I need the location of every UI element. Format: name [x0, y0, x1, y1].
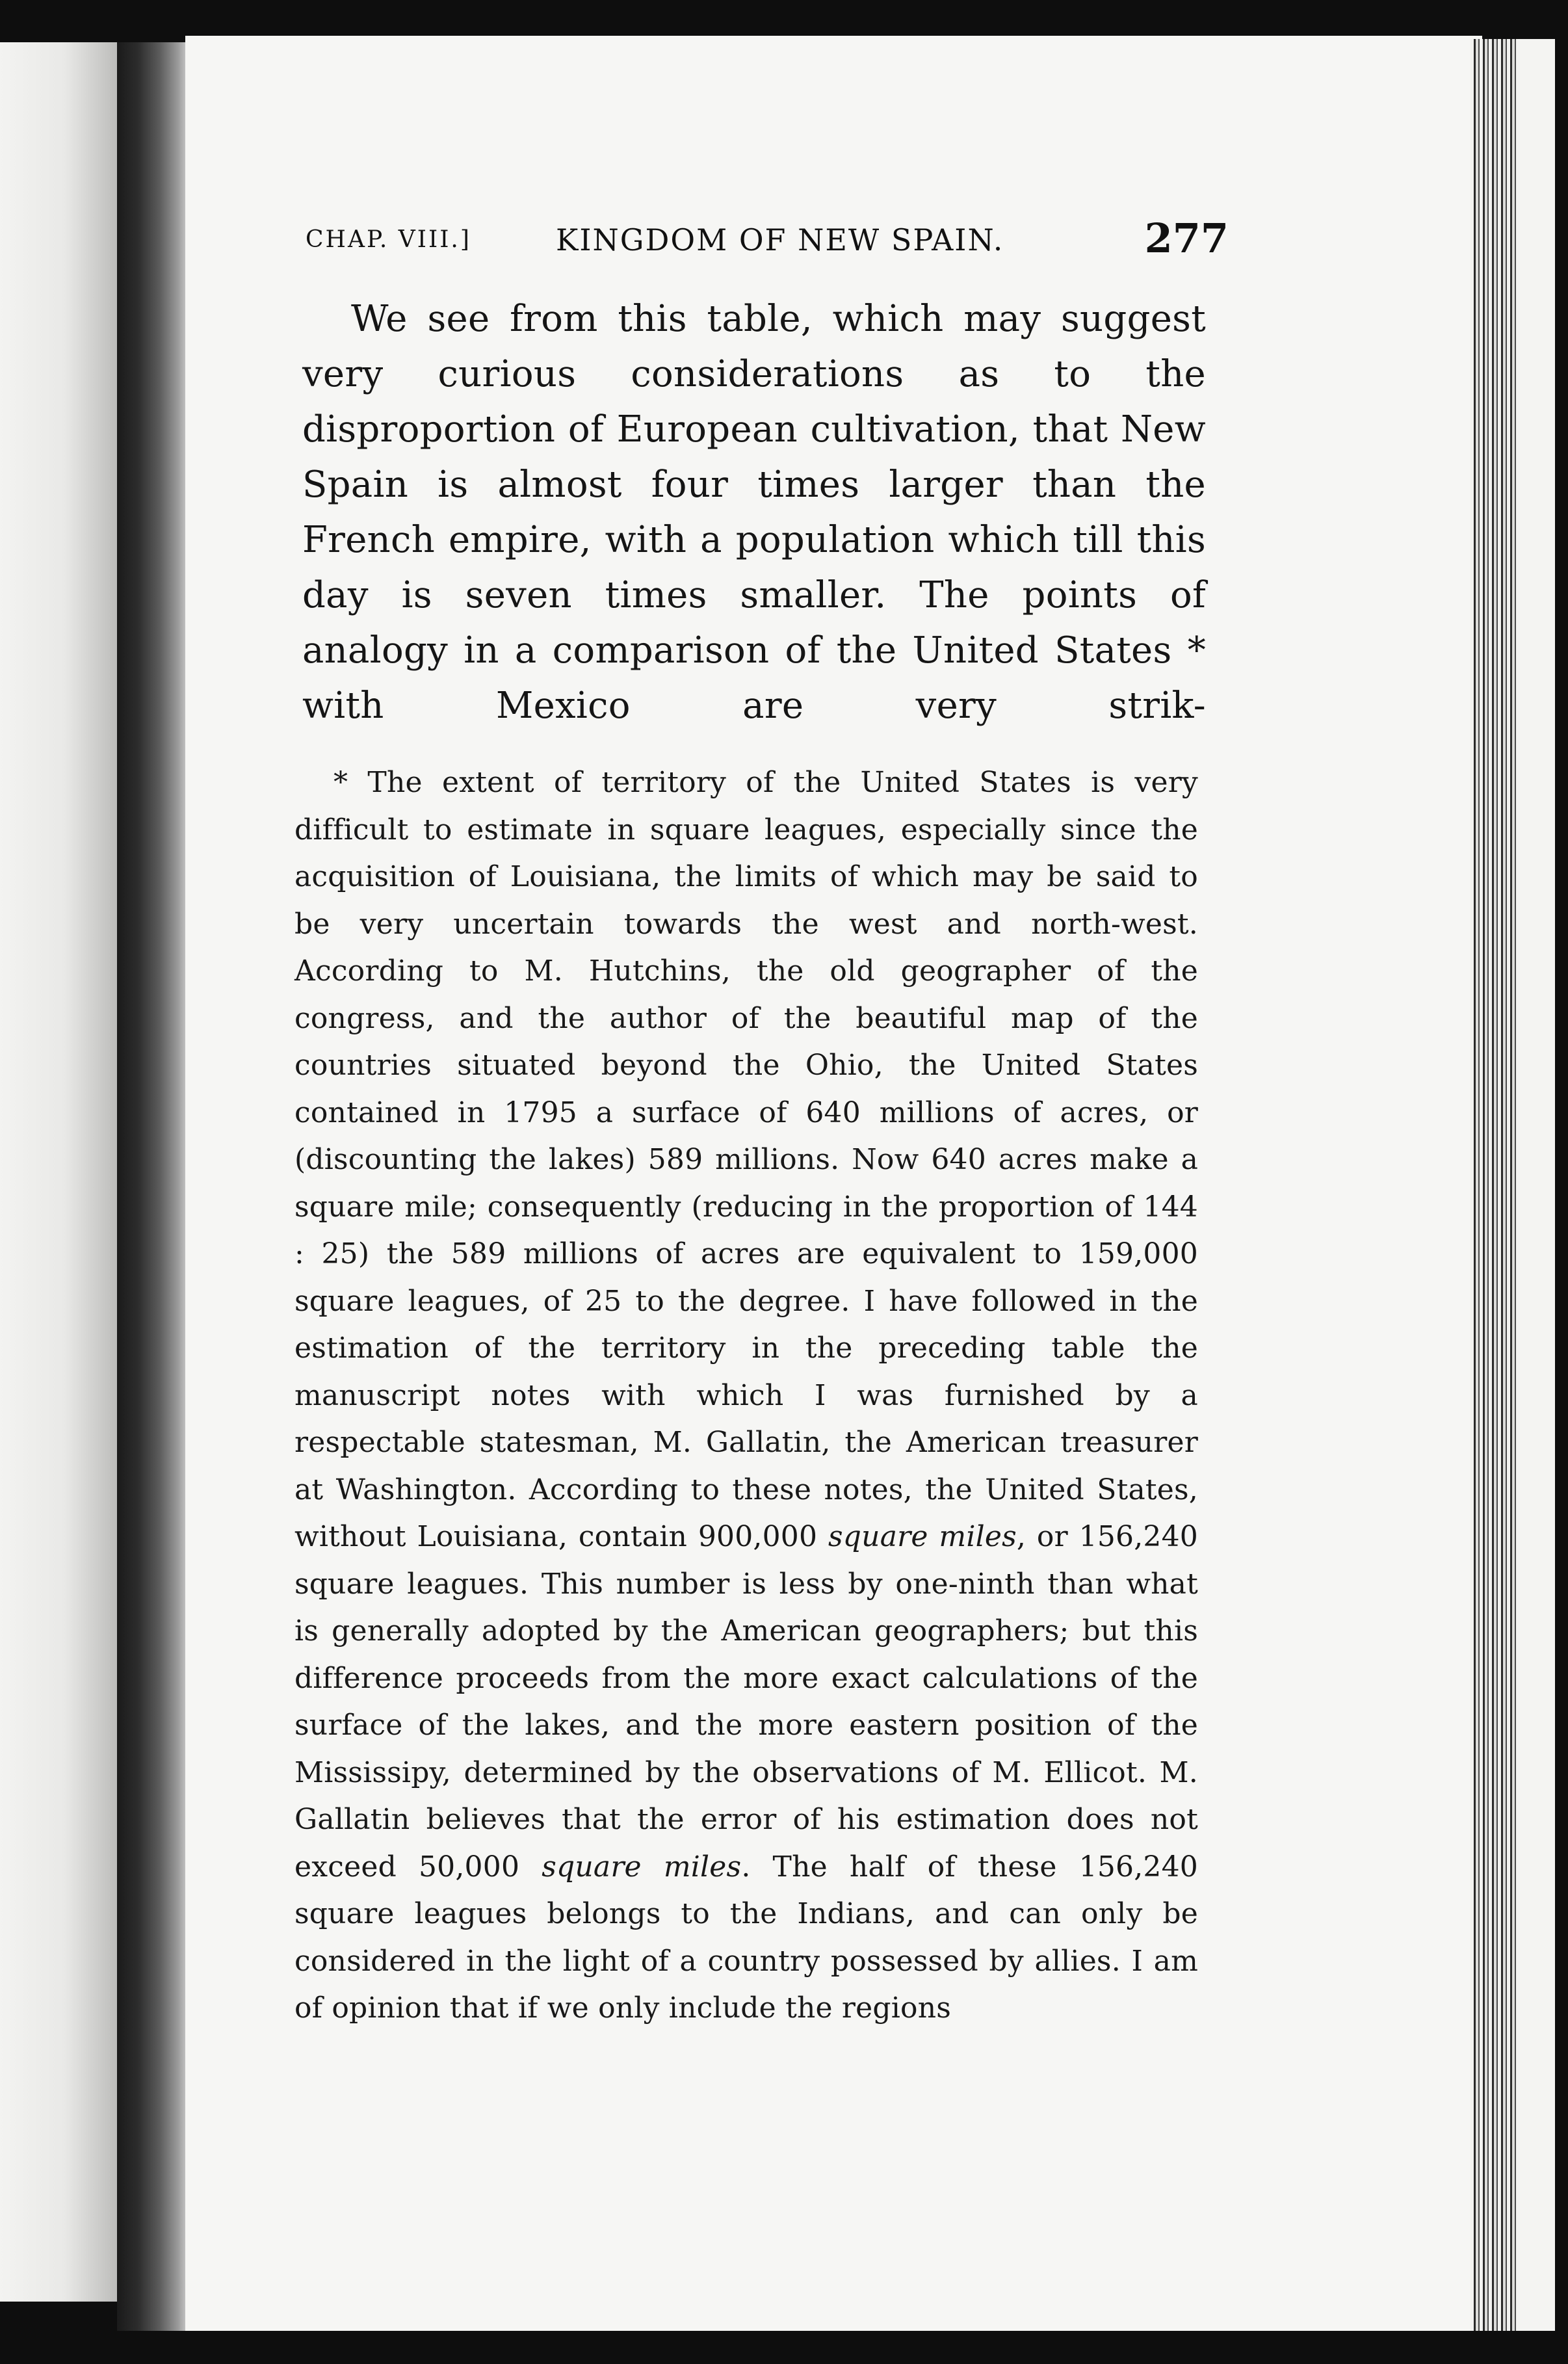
chapter-label: CHAP. VIII.] — [306, 226, 471, 253]
footnote-italic-2: square miles — [542, 1850, 742, 1884]
footnote — [294, 759, 1198, 2032]
footnote-text-3: . The half of these 156,240 square leagues belongs to the Indians, and can only be considered in the light of a country possessed by allies. I am of opinion that if we only include the regions — [294, 1850, 1198, 2025]
body-paragraph: We see from this table, which may suggest very curious considerations as to the disproportion of European cultivation, that New Spain is almost four times larger than the French empire, with a population which till this day is seven times smaller. The points of analogy in a comparison of the United States * with Mexico are very strik- — [302, 298, 1206, 727]
book-gutter-shadow — [117, 42, 189, 2331]
footnote-text-1: * The extent of territory of the United States is very difficult to estimate in square leagues, especially since the acquisition of Louisiana, the limits of which may be said to be very uncertain towards the west and north-west. According to M. Hutchins, the old geographer of the congress, and the author of the beautiful map of the countries situated beyond the Ohio, the United States contained in 1795 a surface of 640 millions of acres, or (discounting the lakes) 589 millions. Now 640 acres make a square mile; consequently (reducing in the proportion of 144 : 25) the 589 millions of acres are equivalent to 159,000 square leagues, of 25 to the degree. I have followed in the estimation of the territory in the preceding table the manuscript notes with which I was furnished by a respectable statesman, M. Gallatin, the American treasurer at Washington. According to these notes, the United States, without Louisiana, contain 900,000 — [294, 766, 1198, 1553]
footnote-italic-1: square miles — [828, 1520, 1017, 1553]
page-fore-edges — [1470, 39, 1516, 2331]
page-number: 277 — [1144, 215, 1229, 262]
running-title: KINGDOM OF NEW SPAIN. — [556, 222, 1004, 257]
running-head — [306, 215, 1229, 273]
outer-margin — [1516, 39, 1555, 2331]
facing-page-edge — [0, 42, 117, 2302]
footnote-text-2: , or 156,240 square leagues. This number is less by one-ninth than what is generally adopted by the American geographers; but this difference proceeds from the more exact calculations of the surface of the lakes, and the more eastern position of the Mississipy, determined by the observations of M. Ellicot. M. Gallatin believes that the error of his estimation does not exceed 50,000 — [294, 1520, 1198, 1884]
